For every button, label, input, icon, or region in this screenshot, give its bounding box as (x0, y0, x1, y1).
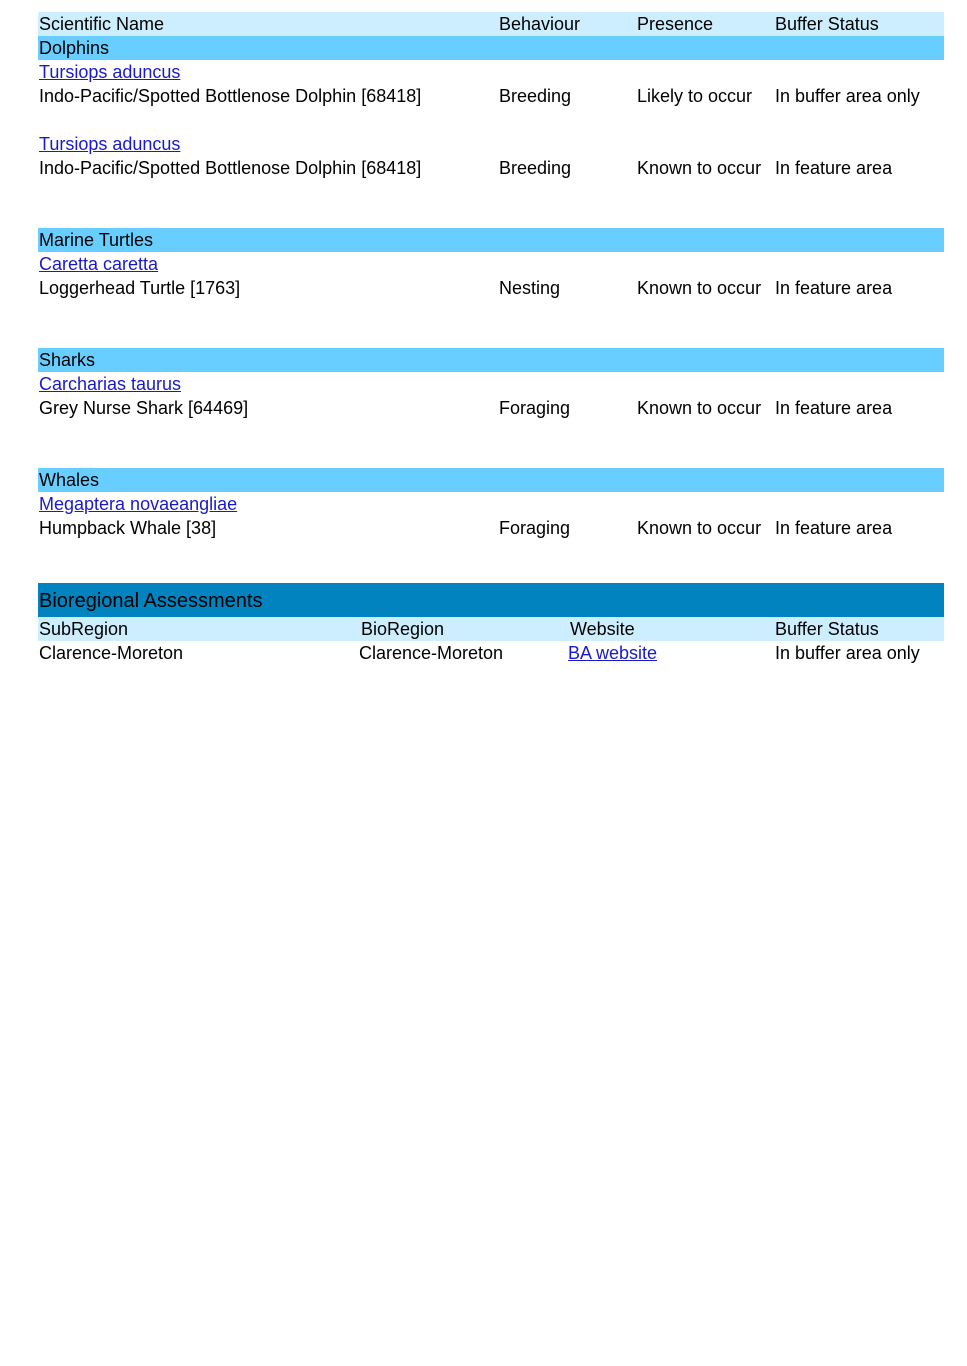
spacer (38, 300, 944, 348)
common-name: Indo-Pacific/Spotted Bottlenose Dolphin [68418] (39, 158, 422, 178)
scientific-name-link[interactable]: Megaptera novaeangliae (39, 494, 238, 514)
behaviour-value: Foraging (499, 398, 571, 418)
species-table-header (38, 12, 944, 36)
report-page (38, 12, 944, 665)
header-subregion: SubRegion (39, 619, 129, 639)
behaviour-value: Nesting (499, 278, 561, 298)
scientific-name-link[interactable]: Tursiops aduncus (39, 62, 181, 82)
group-header-sharks (38, 348, 944, 372)
behaviour-value: Breeding (499, 158, 572, 178)
header-bioregion: BioRegion (361, 619, 445, 639)
table-row (38, 641, 944, 665)
presence-value: Likely to occur (637, 86, 753, 106)
common-name: Grey Nurse Shark [64469] (39, 398, 249, 418)
buffer-status-value: In feature area (775, 158, 893, 178)
ba-website-link[interactable]: BA website (568, 643, 658, 663)
species-entry (38, 252, 944, 300)
group-header-dolphins (38, 36, 944, 60)
group-name: Whales (39, 470, 100, 490)
header-presence: Presence (637, 14, 714, 34)
buffer-status-value: In buffer area only (775, 643, 920, 663)
presence-value: Known to occur (637, 518, 762, 538)
header-behaviour: Behaviour (499, 14, 581, 34)
group-name: Dolphins (39, 38, 110, 58)
buffer-status-value: In buffer area only (775, 86, 920, 106)
common-name: Humpback Whale [38] (39, 518, 217, 538)
group-name: Marine Turtles (39, 230, 154, 250)
bioregion-value: Clarence-Moreton (359, 643, 504, 663)
scientific-name-link[interactable]: Tursiops aduncus (39, 134, 181, 154)
header-buffer-status: Buffer Status (775, 619, 879, 639)
spacer (38, 540, 944, 583)
scientific-name-link[interactable]: Carcharias taurus (39, 374, 182, 394)
spacer (38, 180, 944, 228)
group-header-marine-turtles (38, 228, 944, 252)
common-name: Loggerhead Turtle [1763] (39, 278, 241, 298)
group-header-whales (38, 468, 944, 492)
species-entry (38, 132, 944, 180)
species-entry (38, 372, 944, 420)
presence-value: Known to occur (637, 158, 762, 178)
species-entry (38, 60, 944, 108)
species-entry (38, 492, 944, 540)
scientific-name-link[interactable]: Caretta caretta (39, 254, 159, 274)
header-buffer-status: Buffer Status (775, 14, 879, 34)
group-name: Sharks (39, 350, 96, 370)
subregion-value: Clarence-Moreton (39, 643, 184, 663)
section-title-text: Bioregional Assessments (39, 590, 263, 612)
presence-value: Known to occur (637, 398, 762, 418)
header-website: Website (570, 619, 635, 639)
bioregional-section-title (38, 583, 944, 617)
buffer-status-value: In feature area (775, 278, 893, 298)
bioregional-table-header (38, 617, 944, 641)
behaviour-value: Foraging (499, 518, 571, 538)
buffer-status-value: In feature area (775, 398, 893, 418)
buffer-status-value: In feature area (775, 518, 893, 538)
common-name: Indo-Pacific/Spotted Bottlenose Dolphin [68418] (39, 86, 422, 106)
spacer (38, 420, 944, 468)
behaviour-value: Breeding (499, 86, 572, 106)
presence-value: Known to occur (637, 278, 762, 298)
header-scientific-name: Scientific Name (39, 14, 165, 34)
